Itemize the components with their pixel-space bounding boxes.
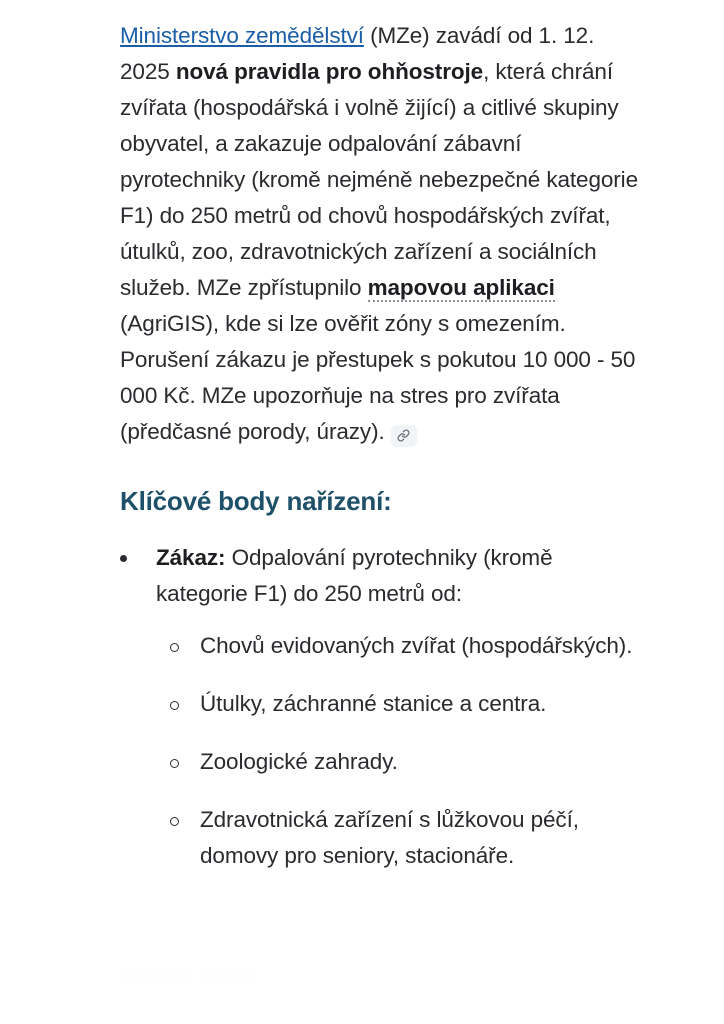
sub-item-label: Útulky, záchranné stanice a centra. xyxy=(200,691,547,716)
key-points-list xyxy=(120,540,640,874)
cutoff-text-fragment xyxy=(120,958,640,994)
list-item xyxy=(168,802,640,874)
key-points-sublist xyxy=(156,628,640,874)
bold-new-rules: nová pravidla pro ohňostroje xyxy=(175,59,484,84)
article-content xyxy=(120,18,640,878)
sub-item-label: Zoologické zahrady. xyxy=(200,749,398,774)
sub-item-label: Chovů evidovaných zvířat (hospodářských). xyxy=(200,633,633,658)
intro-paragraph xyxy=(120,18,640,450)
paragraph-segment-1: (MZe) zavádí od 1. 12. 2025 xyxy=(120,23,595,84)
bullet-bold-lead: Zákaz: xyxy=(156,545,226,570)
list-item xyxy=(168,744,640,780)
section-heading: Klíčové body nařízení: xyxy=(120,486,392,516)
paragraph-segment-3: (AgriGIS), kde si lze ověřit zóny s omezením. Porušení zákazu je přestupek s pokutou 10 000 - 50 000 Kč. MZe upozorňuje na stres pro zvířata (předčasné porody, úrazy). xyxy=(120,311,636,444)
bullet-text: Odpalování pyrotechniky (kromě kategorie F1) do 250 metrů od: xyxy=(156,545,553,606)
bottom-fade-overlay xyxy=(0,904,724,1024)
list-item xyxy=(120,540,640,874)
list-item xyxy=(168,686,640,722)
paragraph-segment-2: , která chrání zvířata (hospodářská i volně žijící) a citlivé skupiny obyvatel, a zakazuje odpalování zábavní pyrotechniky (kromě nejméně nebezpečné kategorie F1) do 250 metrů od chovů hospodářských zvířat, útulků, zoo, zdravotnických zařízení a sociálních služeb. MZe zpřístupnilo xyxy=(120,59,638,300)
list-item xyxy=(168,628,640,664)
ministry-link[interactable]: Ministerstvo zemědělství xyxy=(120,23,364,48)
map-application-term[interactable]: mapovou aplikaci xyxy=(367,275,555,300)
link-chain-icon[interactable] xyxy=(391,425,417,447)
sub-item-label: Zdravotnická zařízení s lůžkovou péčí, domovy pro seniory, stacionáře. xyxy=(200,807,579,868)
